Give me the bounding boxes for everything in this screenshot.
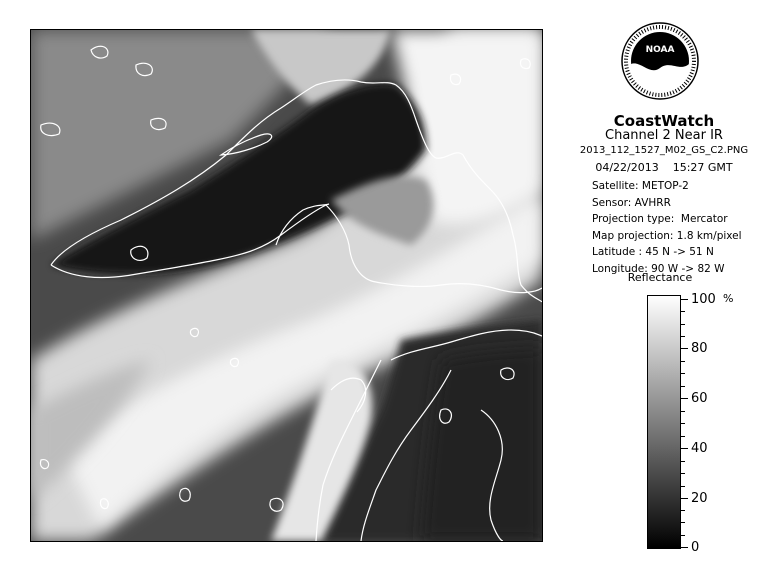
colorbar-minor-tick — [681, 386, 685, 387]
metadata-list — [592, 178, 742, 277]
datetime-label: 04/22/2013 15:27 GMT — [595, 161, 733, 174]
colorbar-tick — [681, 498, 688, 499]
colorbar — [647, 295, 681, 549]
colorbar-tick-label: 40 — [691, 441, 708, 456]
sensor-label: Sensor: AVHRR — [592, 196, 671, 209]
colorbar-minor-tick — [681, 535, 685, 536]
colorbar-title: Reflectance — [627, 271, 693, 284]
satellite-image — [30, 29, 543, 542]
colorbar-tick-label: 80 — [691, 341, 708, 356]
colorbar-minor-tick — [681, 522, 685, 523]
colorbar-minor-tick — [681, 311, 685, 312]
colorbar-tick-label: 60 — [691, 391, 708, 406]
product-title: CoastWatch — [613, 112, 715, 130]
cloud-field — [31, 30, 542, 541]
colorbar-tick — [681, 398, 688, 399]
colorbar-tick-label: 100 — [691, 292, 716, 307]
logo-text: NOAA — [645, 45, 675, 55]
noaa-seal-icon — [620, 21, 700, 101]
colorbar-minor-tick — [681, 510, 685, 511]
colorbar-tick — [681, 547, 688, 548]
colorbar-minor-tick — [681, 436, 685, 437]
longitude-label: Longitude: 90 W -> 82 W — [592, 262, 725, 275]
latitude-label: Latitude : 45 N -> 51 N — [592, 246, 714, 258]
colorbar-tick — [681, 348, 688, 349]
colorbar-minor-tick — [681, 361, 685, 362]
colorbar-tick — [681, 299, 688, 300]
colorbar-minor-tick — [681, 411, 685, 412]
colorbar-tick-label: 0 — [691, 540, 700, 555]
projection-type-label: Projection type: Mercator — [592, 213, 728, 225]
colorbar-minor-tick — [681, 486, 685, 487]
colorbar-minor-tick — [681, 423, 685, 424]
filename-label: 2013_112_1527_M02_GS_C2.PNG — [579, 145, 749, 156]
colorbar-unit: % — [723, 292, 734, 305]
colorbar-tick-label: 20 — [691, 491, 708, 506]
colorbar-minor-tick — [681, 461, 685, 462]
colorbar-minor-tick — [681, 324, 685, 325]
channel-label: Channel 2 Near IR — [605, 128, 723, 143]
noaa-logo — [620, 21, 700, 101]
colorbar-minor-tick — [681, 473, 685, 474]
satellite-label: Satellite: METOP-2 — [592, 180, 689, 192]
colorbar-tick — [681, 448, 688, 449]
colorbar-minor-tick — [681, 336, 685, 337]
colorbar-minor-tick — [681, 373, 685, 374]
map-projection-label: Map projection: 1.8 km/pixel — [592, 229, 742, 242]
